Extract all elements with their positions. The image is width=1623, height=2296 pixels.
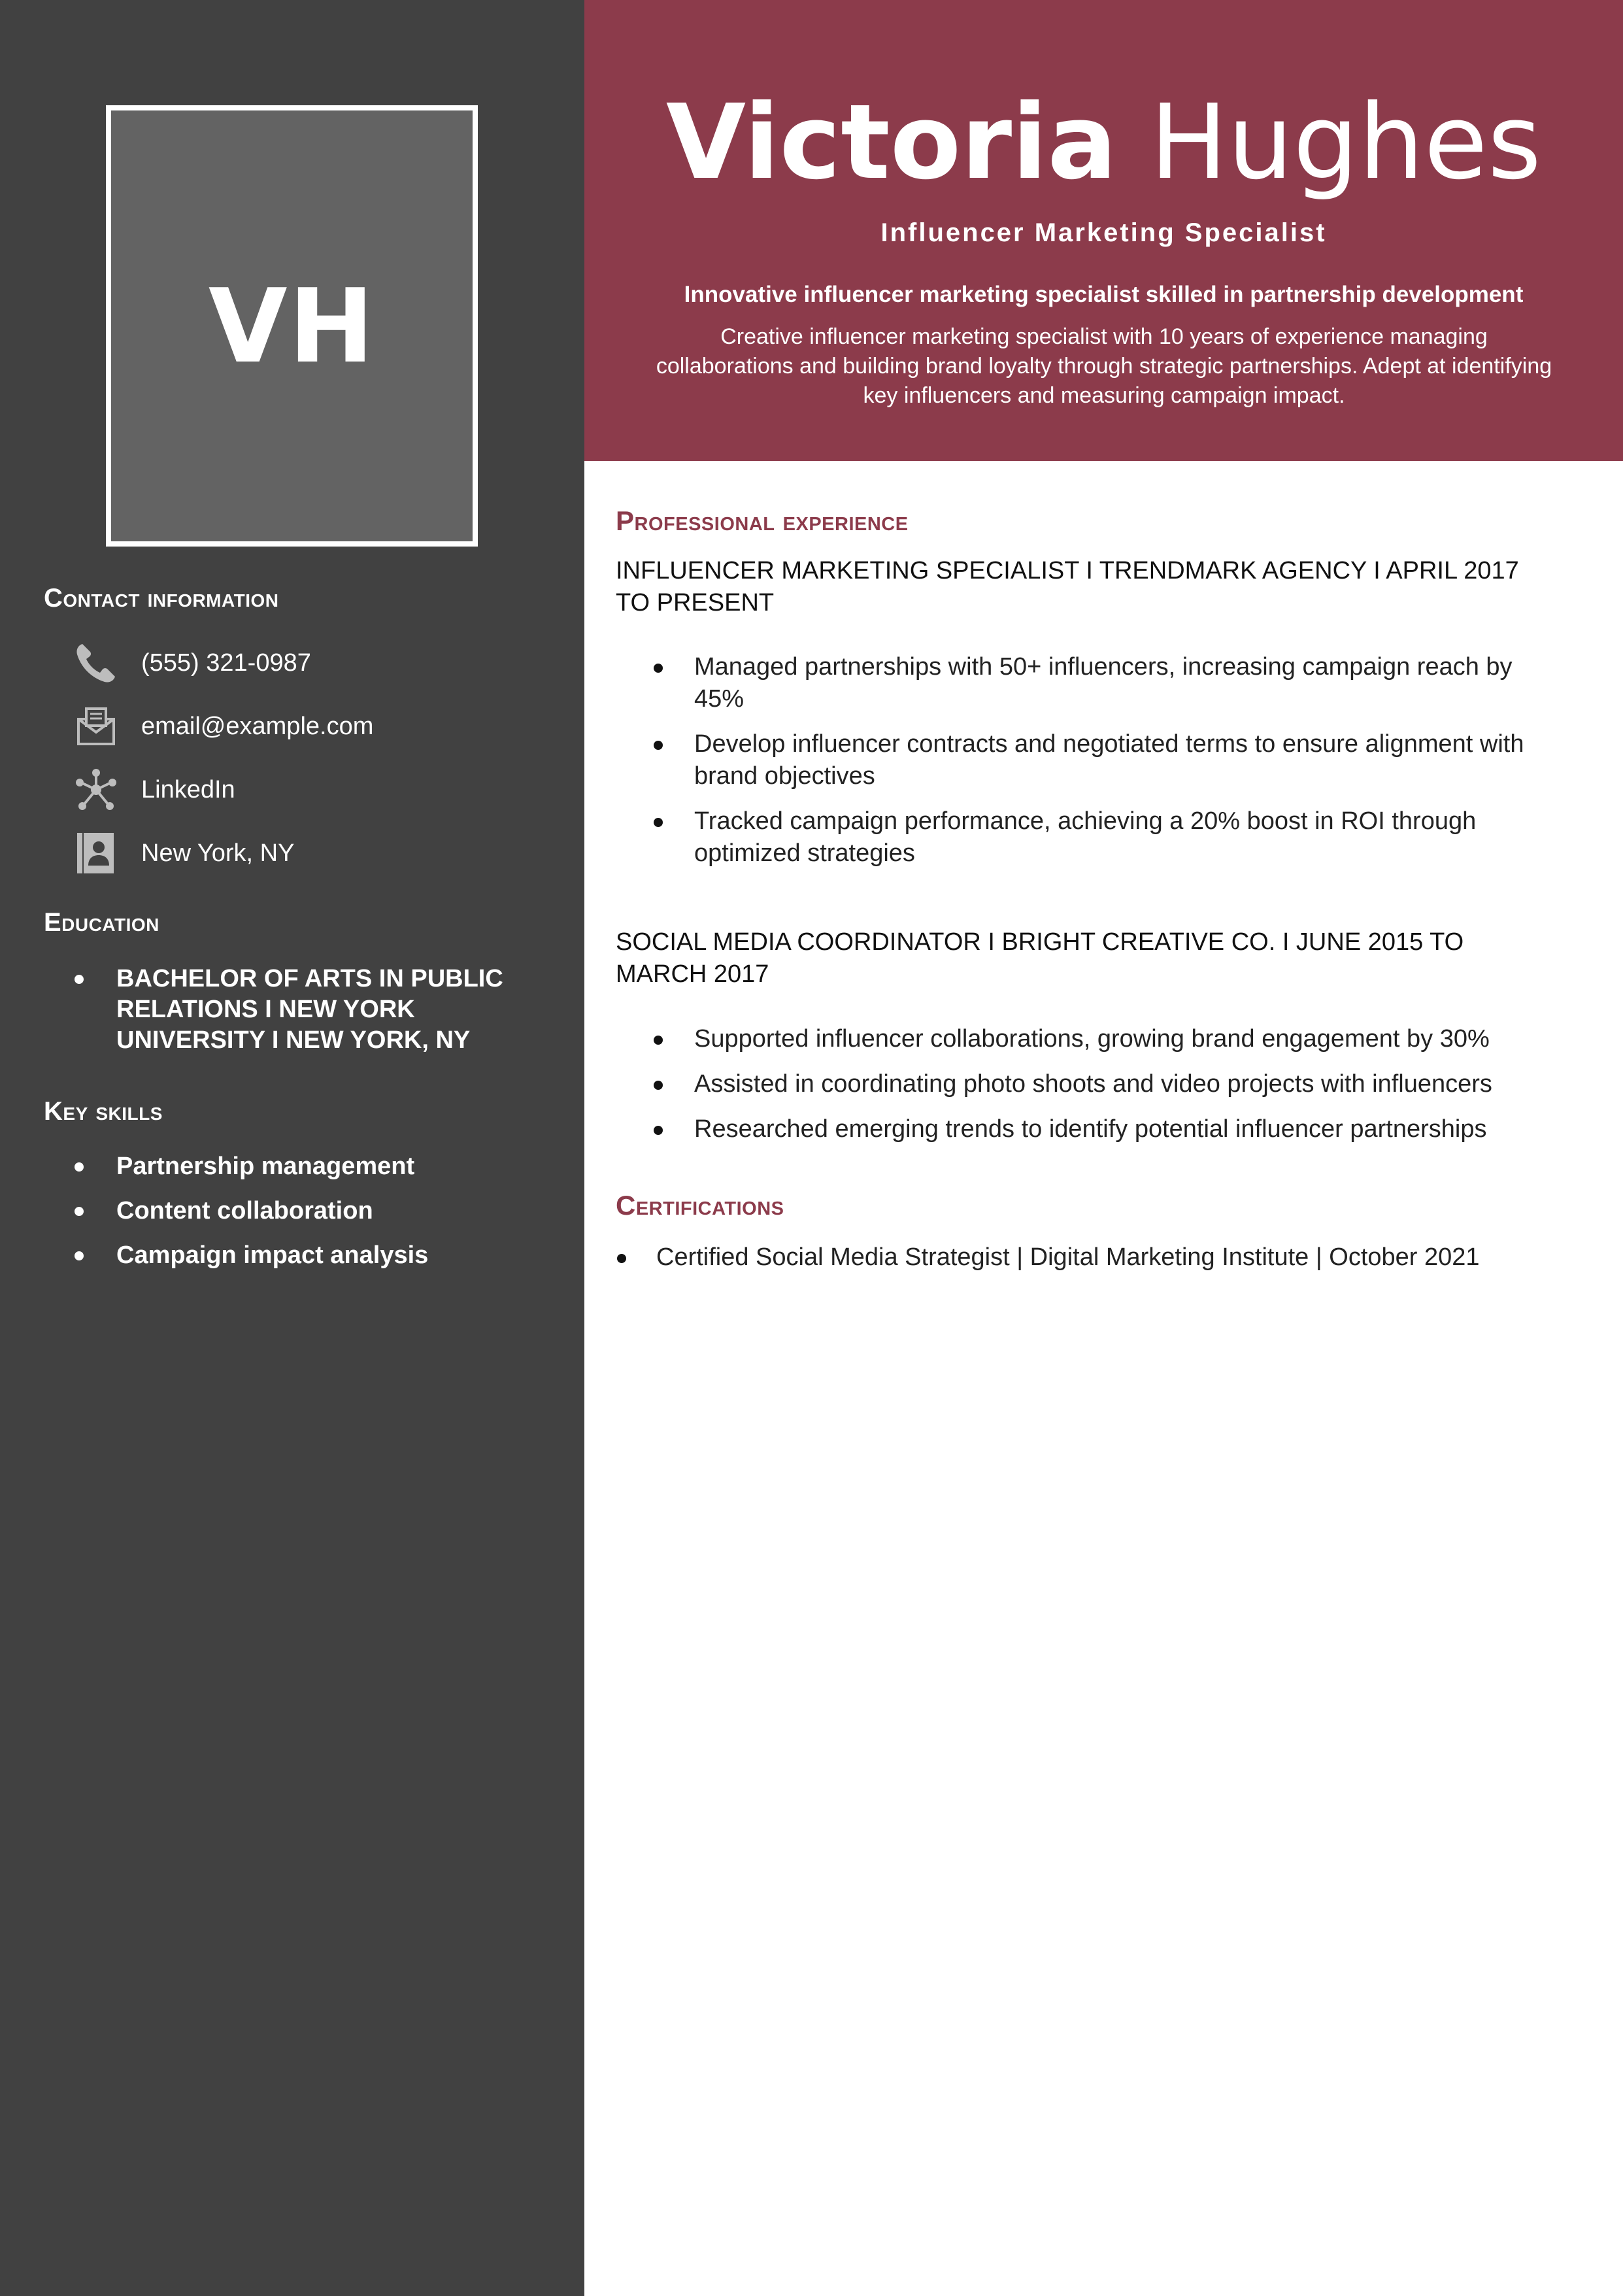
job-bullet: Managed partnerships with 50+ influencers, increasing campaign reach by 45% — [616, 651, 1544, 715]
education-heading: Education — [44, 908, 159, 937]
skill-item: Partnership management — [73, 1151, 544, 1182]
certifications-heading: Certifications — [616, 1190, 784, 1221]
email-text: email@example.com — [141, 712, 374, 740]
job-bullet: Researched emerging trends to identify potential influencer partnerships — [616, 1113, 1544, 1145]
sidebar — [0, 0, 584, 2296]
profile-photo-placeholder — [106, 105, 478, 547]
phone-text: (555) 321-0987 — [141, 649, 311, 677]
job-heading: SOCIAL MEDIA COORDINATOR I BRIGHT CREATIVE CO. I JUNE 2015 TO MARCH 2017 — [616, 928, 1464, 988]
education-item: BACHELOR OF ARTS IN PUBLIC RELATIONS I NEW YORK UNIVERSITY I NEW YORK, NY — [73, 964, 544, 1056]
job-bullet: Develop influencer contracts and negotiated terms to ensure alignment with brand objectives — [616, 728, 1544, 792]
skills-list — [73, 1151, 544, 1271]
certifications-list — [616, 1241, 1544, 1274]
tagline: Innovative influencer marketing specialist skilled in partnership development — [684, 282, 1524, 307]
linkedin-text: LinkedIn — [141, 775, 235, 803]
initials: VH — [208, 266, 376, 386]
certification-item: Certified Social Media Strategist | Digital Marketing Institute | October 2021 — [616, 1241, 1544, 1274]
job-bullet: Tracked campaign performance, achieving a 20% boost in ROI through optimized strategies — [616, 805, 1544, 869]
contact-location — [73, 831, 295, 875]
job-bullets — [616, 651, 1544, 869]
job-bullet: Supported influencer collaborations, growing brand engagement by 30% — [616, 1023, 1544, 1055]
last-name: Hughes — [1150, 82, 1542, 203]
job-bullets — [616, 1023, 1544, 1145]
contact-card-icon — [73, 830, 119, 876]
contact-email[interactable] — [73, 704, 374, 749]
skills-heading: Key skills — [44, 1097, 163, 1126]
candidate-name — [584, 84, 1623, 201]
experience-heading: Professional experience — [616, 505, 909, 536]
contact-heading: Contact information — [44, 584, 279, 613]
phone-icon — [73, 640, 119, 686]
education-list — [73, 964, 544, 1056]
contact-phone — [73, 641, 311, 685]
skill-item: Campaign impact analysis — [73, 1240, 544, 1271]
network-icon — [73, 767, 119, 813]
job-heading: INFLUENCER MARKETING SPECIALIST I TRENDMARK AGENCY I APRIL 2017 TO PRESENT — [616, 557, 1519, 616]
summary: Creative influencer marketing specialist with 10 years of experience managing collaborations and building brand loyalty through strategic partnerships. Adept at identifying key influencers and measuring campaign impact. — [656, 324, 1552, 408]
skill-item: Content collaboration — [73, 1196, 544, 1226]
email-icon — [73, 703, 119, 749]
header-banner — [584, 0, 1623, 461]
job-title: Influencer Marketing Specialist — [880, 218, 1327, 247]
first-name: Victoria — [665, 82, 1117, 203]
location-text: New York, NY — [141, 839, 295, 867]
job-bullet: Assisted in coordinating photo shoots and video projects with influencers — [616, 1068, 1544, 1100]
contact-linkedin[interactable] — [73, 768, 235, 812]
